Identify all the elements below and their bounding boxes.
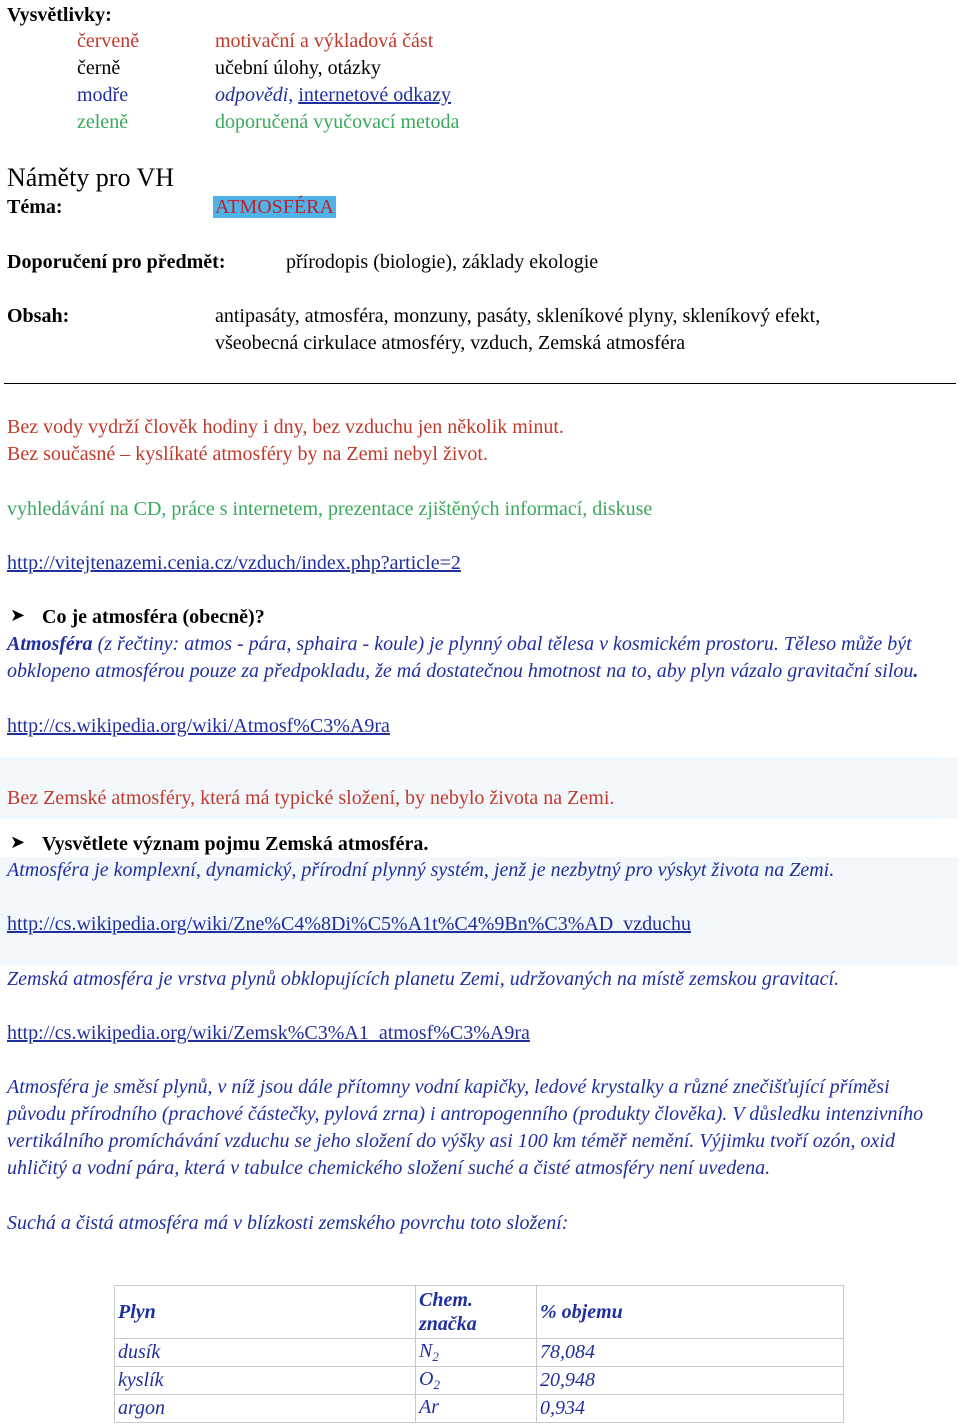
cell-gas: dusík — [115, 1339, 416, 1367]
legend-color-green: zeleně — [77, 111, 129, 133]
link-wiki-zemska-atmosfera[interactable]: http://cs.wikipedia.org/wiki/Zemsk%C3%A1_atmosf%C3%A9ra — [7, 1022, 530, 1044]
legend-color-black: černě — [77, 57, 121, 79]
legend-color-blue: modře — [77, 84, 129, 106]
motivation-line-1: Bez vody vydrží člověk hodiny i dny, bez vzduchu jen několik minut. — [7, 416, 564, 438]
divider — [4, 383, 956, 384]
legend-internet-links[interactable]: internetové odkazy — [298, 84, 452, 106]
subject-value: přírodopis (biologie), základy ekologie — [286, 251, 599, 273]
symbol-text: N — [419, 1340, 433, 1362]
tema-value-text: ATMOSFÉRA — [215, 196, 334, 218]
table-row — [115, 1339, 844, 1367]
arrow-bullet-icon: ➤ — [10, 605, 26, 625]
tema-label: Téma: — [7, 196, 63, 218]
cell-volume: 20,948 — [537, 1367, 844, 1395]
question-2: Vysvětlete význam pojmu Zemská atmosféra. — [42, 833, 429, 855]
content-line-1: antipasáty, atmosféra, monzuny, pasáty, skleníkové plyny, skleníkový efekt, — [215, 305, 821, 327]
topic-header: Náměty pro VH — [7, 163, 175, 192]
motivation-line-2: Bez současné – kyslíkaté atmosféry by na Zemi nebyl život. — [7, 443, 488, 465]
tema-value — [213, 194, 336, 220]
legend-meaning-green: doporučená vyučovací metoda — [215, 111, 460, 133]
content-label: Obsah: — [7, 305, 70, 327]
motivation-2: Bez Zemské atmosféry, která má typické složení, by nebylo života na Zemi. — [7, 787, 615, 809]
arrow-bullet-icon: ➤ — [10, 832, 26, 852]
link-wiki-znecisteni[interactable]: http://cs.wikipedia.org/wiki/Zne%C4%8Di%C5%A1t%C4%9Bn%C3%AD_vzduchu — [7, 913, 691, 935]
cell-volume: 0,934 — [537, 1395, 844, 1423]
cell-volume: 78,084 — [537, 1339, 844, 1367]
legend-meaning-red: motivační a výkladová část — [215, 30, 434, 52]
legend-color-red: červeně — [77, 30, 140, 52]
teaching-method: vyhledávání na CD, práce s internetem, prezentace zjištěných informací, diskuse — [7, 498, 653, 520]
content-line-2: všeobecná cirkulace atmosféry, vzduch, Zemská atmosféra — [215, 332, 686, 354]
answer-5: Suchá a čistá atmosféra má v blízkosti zemského povrchu toto složení: — [7, 1212, 569, 1234]
symbol-subscript: 2 — [432, 1349, 439, 1364]
question-1: Co je atmosféra (obecně)? — [42, 606, 265, 628]
link-vitejtenazemi[interactable]: http://vitejtenazemi.cenia.cz/vzduch/index.php?article=2 — [7, 552, 461, 574]
answer-1-end: . — [913, 660, 919, 682]
symbol-subscript: 2 — [433, 1377, 440, 1392]
legend-meaning-black: učební úlohy, otázky — [215, 57, 381, 79]
answer-4: Atmosféra je směsí plynů, v níž jsou dále přítomny vodní kapičky, ledové krystalky a různé znečišťující příměsi původu přírodního (prachové částečky, pylová zrna) i antropogenního (produkty člověka). V důsledku intenzivního vertikálního promíchávání vzduchu se jeho složení do výšky asi 100 km téměř nemění. Výjimku tvoří ozón, oxid uhličitý a vodní pára, která v tabulce chemického složení suché a čisté atmosféry není uvedena. — [7, 1076, 924, 1179]
cell-gas: argon — [115, 1395, 416, 1423]
symbol-text: O — [419, 1368, 434, 1390]
cell-symbol — [416, 1367, 537, 1395]
table-row — [115, 1367, 844, 1395]
answer-1 — [7, 631, 955, 685]
legend-answers-text: odpovědi, — [215, 84, 294, 106]
table-row — [115, 1395, 844, 1423]
legend-meaning-blue — [215, 82, 451, 108]
answer-2: Atmosféra je komplexní, dynamický, přírodní plynný systém, jenž je nezbytný pro výskyt života na Zemi. — [7, 859, 835, 881]
cell-symbol — [416, 1339, 537, 1367]
symbol-text: Ar — [419, 1396, 439, 1418]
composition-table — [114, 1285, 844, 1423]
cell-gas: kyslík — [115, 1367, 416, 1395]
subject-label: Doporučení pro předmět: — [7, 251, 226, 273]
table-header-row — [115, 1286, 844, 1339]
answer-1-body: (z řečtiny: atmos - pára, sphaira - koule) je plynný obal tělesa v kosmickém prostoru. Těleso může být obklopeno atmosférou pouze za předpokladu, že má dostatečnou hmotnost na to, aby plyn vázalo gravitační silou — [7, 633, 914, 682]
link-wiki-atmosfera[interactable]: http://cs.wikipedia.org/wiki/Atmosf%C3%A9ra — [7, 715, 390, 737]
header-gas: Plyn — [115, 1286, 416, 1339]
answer-1-term: Atmosféra — [7, 633, 93, 655]
header-volume: % objemu — [537, 1286, 844, 1339]
legend-title: Vysvětlivky: — [7, 4, 112, 26]
answer-3: Zemská atmosféra je vrstva plynů obklopujících planetu Zemi, udržovaných na místě zemskou gravitací. — [7, 968, 840, 990]
cell-symbol — [416, 1395, 537, 1423]
header-symbol: Chem. značka — [416, 1286, 537, 1339]
